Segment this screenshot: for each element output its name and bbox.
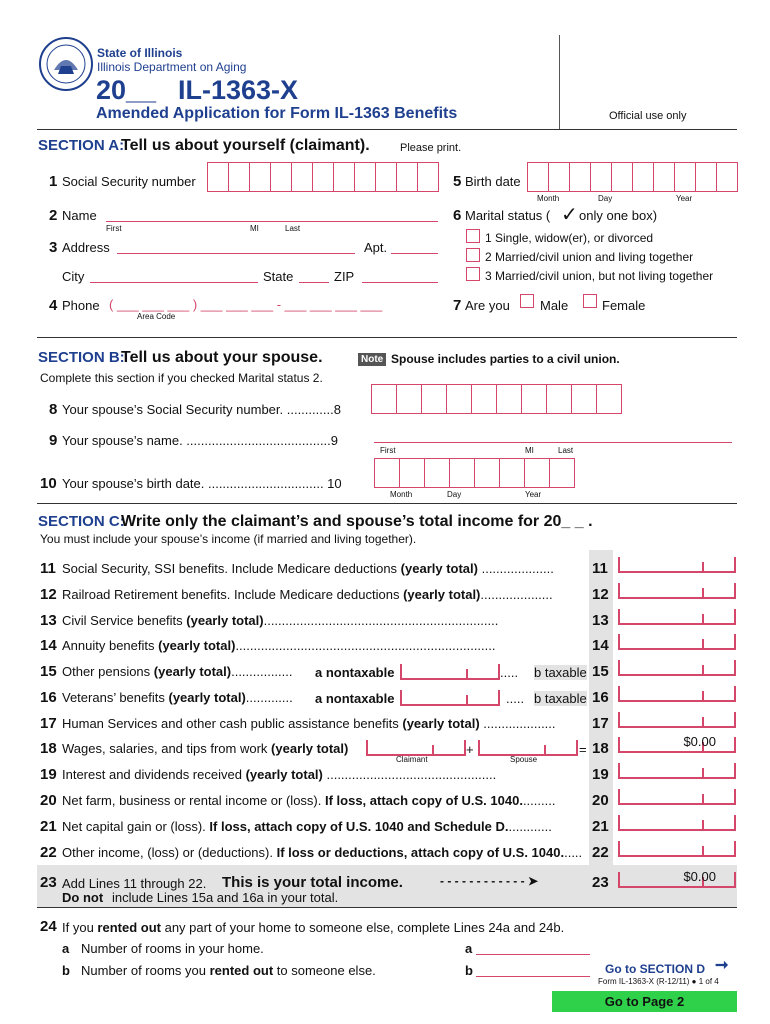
goto-section-d-link[interactable]: Go to SECTION D [605, 962, 705, 976]
line-15b-label: b taxable [534, 665, 587, 680]
apt-label: Apt. [364, 240, 388, 255]
spouse-last-label: Last [558, 446, 574, 455]
cents-divider [702, 846, 704, 855]
state-seal-logo [38, 36, 94, 92]
line-21-ref: 21 [592, 818, 609, 835]
state-field[interactable] [299, 282, 329, 283]
line-5-label: Birth date [465, 174, 521, 189]
birth-day-label: Day [598, 194, 613, 203]
line-3-number: 3 [49, 239, 58, 256]
section-c-rule [37, 907, 737, 908]
address-field[interactable] [117, 253, 355, 254]
line-18-label [62, 741, 348, 756]
state-label: State [263, 269, 294, 284]
line-19-dots: ............................................... [322, 767, 497, 782]
line-14-bold: (yearly total) [158, 638, 236, 653]
line-24-text-b: rented out [97, 920, 161, 935]
line-17-number: 17 [40, 715, 57, 732]
line-22-ref: 22 [592, 844, 609, 861]
department-name: Illinois Department on Aging [97, 60, 247, 74]
line-15a-field[interactable] [400, 664, 500, 680]
line-20-amount-field[interactable] [618, 789, 736, 805]
line-13-label [62, 613, 498, 628]
line-17-text: Human Services and other cash public assistance benefits [62, 716, 403, 731]
line-19-amount-field[interactable] [618, 763, 736, 779]
cents-divider [702, 665, 704, 674]
line-23-bold: This is your total income. [222, 874, 403, 891]
section-a-title: Tell us about yourself (claimant). [121, 137, 370, 154]
spouse-birth-year-label: Year [525, 490, 542, 499]
marital-status-2-checkbox[interactable] [466, 248, 480, 262]
line-18-text: Wages, salaries, and tips from work [62, 741, 272, 756]
line-4-number: 4 [49, 297, 58, 314]
section-b-label: SECTION B: [38, 349, 125, 366]
line-23-note-bold: Do not [62, 890, 104, 905]
marital-status-1-checkbox[interactable] [466, 229, 480, 243]
line-20-bold: If loss, attach copy of U.S. 1040. [324, 793, 523, 808]
birth-date-boxes[interactable] [527, 162, 738, 192]
line-20-dots: ......... [522, 793, 556, 808]
line-20-label [62, 793, 555, 808]
section-b-title: Tell us about your spouse. [121, 349, 323, 366]
line-24b-text-b: rented out [209, 963, 274, 978]
line-21-text: Net capital gain or (loss). [62, 819, 210, 834]
line-8-number: 8 [49, 401, 58, 418]
cents-divider [702, 717, 704, 726]
line-24-text [62, 920, 564, 935]
official-use-label: Official use only [609, 110, 687, 122]
line-17-label [62, 716, 556, 731]
name-first-label: First [106, 224, 122, 233]
line-24b-text [81, 963, 376, 978]
line-16-number: 16 [40, 689, 57, 706]
city-field[interactable] [90, 282, 258, 283]
line-9-number: 9 [49, 432, 58, 449]
spouse-mi-label: MI [525, 446, 534, 455]
line-23-ref: 23 [592, 874, 609, 891]
area-code-label: Area Code [137, 312, 176, 321]
marital-status-1-label: 1 Single, widow(er), or divorced [485, 231, 654, 245]
line-13-dots: ................................................................. [263, 613, 499, 628]
line-16-bold: (yearly total) [168, 690, 246, 705]
goto-page-2-button[interactable]: Go to Page 2 [552, 991, 737, 1012]
spouse-ssn-boxes[interactable] [371, 384, 622, 414]
line-21-number: 21 [40, 818, 57, 835]
line-19-ref: 19 [592, 766, 609, 783]
line-13-text: Civil Service benefits [62, 613, 187, 628]
zip-field[interactable] [362, 282, 438, 283]
cents-divider [702, 794, 704, 803]
spouse-birth-day-label: Day [447, 490, 462, 499]
official-use-divider [559, 35, 560, 130]
line-14-text: Annuity benefits [62, 638, 159, 653]
line-16b-label: b taxable [534, 691, 587, 706]
line-6-label-b: only one box) [579, 208, 658, 223]
line-19-number: 19 [40, 766, 57, 783]
line-7-label: Are you [465, 298, 510, 313]
line-17-bold: (yearly total) [402, 716, 480, 731]
line-12-number: 12 [40, 586, 57, 603]
line-19-text: Interest and dividends received [62, 767, 246, 782]
line-11-label [62, 561, 554, 576]
cents-divider [702, 562, 704, 571]
line-24b-ref: b [465, 963, 473, 978]
line-10-number: 10 [40, 475, 57, 492]
line-24-text-c: any part of your home to someone else, complete Lines 24a and 24b. [160, 920, 565, 935]
line-23-total-field[interactable] [618, 869, 736, 888]
line-16-text: Veterans’ benefits [62, 690, 169, 705]
line-13-ref: 13 [592, 612, 609, 629]
line-24-text-a: If you [62, 920, 98, 935]
line-14-dots: ........................................................................ [235, 638, 496, 653]
line-24a-letter: a [62, 941, 70, 956]
cents-divider [702, 614, 704, 623]
line-23-value: $0.00 [683, 869, 716, 884]
line-18-equals: = [579, 742, 587, 757]
line-22-number: 22 [40, 844, 57, 861]
line-18-amount-field[interactable] [618, 734, 736, 753]
line-2-label: Name [62, 208, 97, 223]
line-22-bold: If loss or deductions, attach copy of U.S. 1040. [276, 845, 565, 860]
line-16-dots: ............. [245, 690, 293, 705]
line-11-ref: 11 [592, 560, 608, 577]
line-23-number: 23 [40, 874, 57, 891]
line-24b-letter: b [62, 963, 70, 978]
line-22-text: Other income, (loss) or (deductions). [62, 845, 277, 860]
line-4-label: Phone [62, 298, 100, 313]
section-b-rule [37, 503, 737, 504]
cents-divider [702, 820, 704, 829]
line-14-label [62, 638, 496, 653]
line-12-amount-field[interactable] [618, 583, 736, 599]
line-18-plus: + [466, 742, 474, 757]
line-13-bold: (yearly total) [186, 613, 264, 628]
male-label: Male [540, 298, 569, 313]
name-last-label: Last [285, 224, 301, 233]
line-18-value: $0.00 [683, 734, 716, 749]
name-mi-label: MI [250, 224, 259, 233]
line-15-label [62, 664, 293, 679]
spouse-birth-month-label: Month [390, 490, 413, 499]
line-2-number: 2 [49, 207, 58, 224]
line-15-number: 15 [40, 663, 57, 680]
line-19-label [62, 767, 496, 782]
line-23-text: Add Lines 11 through 22. [62, 876, 207, 891]
section-a-hint: Please print. [400, 142, 462, 154]
line-18-claimant-field[interactable] [366, 740, 466, 756]
line-18-spouse-field[interactable] [478, 740, 578, 756]
female-label: Female [602, 298, 646, 313]
cents-divider [702, 639, 704, 648]
line-22-amount-field[interactable] [618, 841, 736, 857]
line-13-amount-field[interactable] [618, 609, 736, 625]
line-12-text: Railroad Retirement benefits. Include Medicare deductions [62, 587, 404, 602]
line-24a-text: Number of rooms in your home. [81, 941, 264, 956]
check-mark-icon: ✓ [561, 204, 578, 226]
line-11-amount-field[interactable] [618, 557, 736, 573]
line-15-ref: 15 [592, 663, 609, 680]
line-18-claimant-label: Claimant [396, 755, 428, 764]
line-17-amount-field[interactable] [618, 712, 736, 728]
line-9-label: Your spouse’s name. ........................................9 [62, 433, 339, 448]
section-a-label: SECTION A: [38, 137, 125, 154]
line-11-number: 11 [40, 560, 56, 577]
line-17-dots: .................... [479, 716, 556, 731]
line-16a-label: a nontaxable [315, 691, 395, 706]
agency-name: State of Illinois [97, 46, 183, 60]
line-15a-label: a nontaxable [315, 665, 395, 680]
line-21-label [62, 819, 552, 834]
line-11-text: Social Security, SSI benefits. Include Medicare deductions [62, 561, 401, 576]
spouse-name-field[interactable] [374, 442, 732, 443]
spouse-birth-date-boxes[interactable] [374, 458, 575, 488]
marital-status-3-label: 3 Married/civil union, but not living together [485, 269, 714, 283]
line-23-note: include Lines 15a and 16a in your total. [112, 890, 339, 905]
line-1-number: 1 [49, 173, 58, 190]
cents-divider [702, 588, 704, 597]
line-14-number: 14 [40, 637, 57, 654]
line-21-bold: If loss, attach copy of U.S. 1040 and Schedule D. [209, 819, 509, 834]
line-24a-field[interactable] [476, 954, 590, 955]
line-24b-field[interactable] [476, 976, 590, 977]
section-a-rule [37, 337, 737, 338]
line-11-bold: (yearly total) [400, 561, 478, 576]
line-12-ref: 12 [592, 586, 609, 603]
apt-field[interactable] [391, 253, 438, 254]
line-14-amount-field[interactable] [618, 634, 736, 650]
spouse-first-label: First [380, 446, 396, 455]
line-18-bold: (yearly total) [271, 741, 349, 756]
marital-status-2-label: 2 Married/civil union and living together [485, 250, 694, 264]
line-3-label: Address [62, 240, 110, 255]
cents-divider [702, 768, 704, 777]
section-c-label: SECTION C: [38, 513, 125, 530]
line-18-number: 18 [40, 740, 57, 757]
line-24b-text-a: Number of rooms you [81, 963, 210, 978]
line-12-label [62, 587, 553, 602]
line-20-ref: 20 [592, 792, 609, 809]
line-5-number: 5 [453, 173, 462, 190]
line-21-dots: ............ [508, 819, 552, 834]
line-20-number: 20 [40, 792, 57, 809]
city-label: City [62, 269, 85, 284]
line-6-label-a: Marital status ( [465, 208, 551, 223]
line-16-dots: ..... [506, 691, 525, 706]
line-18-ref: 18 [592, 740, 609, 757]
marital-status-3-checkbox[interactable] [466, 267, 480, 281]
line-15-dots: ................. [231, 664, 293, 679]
line-15-bold: (yearly total) [153, 664, 232, 679]
line-19-bold: (yearly total) [245, 767, 323, 782]
line-16a-field[interactable] [400, 690, 500, 706]
female-checkbox[interactable] [583, 294, 597, 308]
section-c-intro: You must include your spouse’s income (if married and living together). [40, 532, 417, 546]
form-id: IL-1363-X [178, 75, 299, 105]
line-20-text: Net farm, business or rental income or (loss). [62, 793, 325, 808]
line-22-label [62, 845, 582, 860]
line-15-amount-field[interactable] [618, 660, 736, 676]
phone-field[interactable]: ( ___ ___ ___ ) ___ ___ ___ - ___ ___ ___ ___ [109, 297, 383, 312]
line-16-amount-field[interactable] [618, 686, 736, 702]
line-13-number: 13 [40, 612, 57, 629]
zip-label: ZIP [334, 269, 355, 284]
arrow-right-icon: ➞ [715, 957, 729, 974]
line-14-ref: 14 [592, 637, 609, 654]
section-b-note: Spouse includes parties to a civil union. [391, 352, 620, 366]
form-title: Amended Application for Form IL-1363 Benefits [96, 105, 458, 122]
line-15-text: Other pensions [62, 664, 154, 679]
line-6-number: 6 [453, 207, 462, 224]
line-17-ref: 17 [592, 715, 609, 732]
line-21-amount-field[interactable] [618, 815, 736, 831]
note-badge: Note [358, 353, 386, 366]
male-checkbox[interactable] [520, 294, 534, 308]
line-15-dots: ..... [500, 665, 519, 680]
line-24-number: 24 [40, 918, 57, 935]
line-16-ref: 16 [592, 689, 609, 706]
birth-month-label: Month [537, 194, 560, 203]
line-12-bold: (yearly total) [403, 587, 481, 602]
line-16-label [62, 690, 293, 705]
cents-divider [702, 691, 704, 700]
line-24b-text-c: to someone else. [273, 963, 376, 978]
line-10-label: Your spouse’s birth date. ................................ 10 [62, 476, 342, 491]
line-22-dots: ..... [564, 845, 583, 860]
ssn-boxes[interactable] [207, 162, 439, 192]
section-b-intro: Complete this section if you checked Marital status 2. [40, 371, 323, 385]
section-c-title: Write only the claimant’s and spouse’s total income for 20_ _ . [121, 513, 593, 530]
name-field[interactable] [106, 221, 438, 222]
line-8-label: Your spouse’s Social Security number. .............8 [62, 402, 341, 417]
line-7-number: 7 [453, 297, 462, 314]
line-11-dots: .................... [477, 561, 554, 576]
line-18-spouse-label: Spouse [510, 755, 538, 764]
line-23-arrow: - - - - - - - - - - - - ➤ [440, 874, 539, 888]
line-1-label: Social Security number [62, 174, 196, 189]
birth-year-label: Year [676, 194, 693, 203]
form-reference: Form IL-1363-X (R-12/11) ● 1 of 4 [598, 977, 719, 986]
header-rule [37, 129, 737, 130]
form-year: 20__ [96, 75, 157, 105]
line-12-dots: .................... [480, 587, 553, 602]
line-24a-ref: a [465, 941, 473, 956]
